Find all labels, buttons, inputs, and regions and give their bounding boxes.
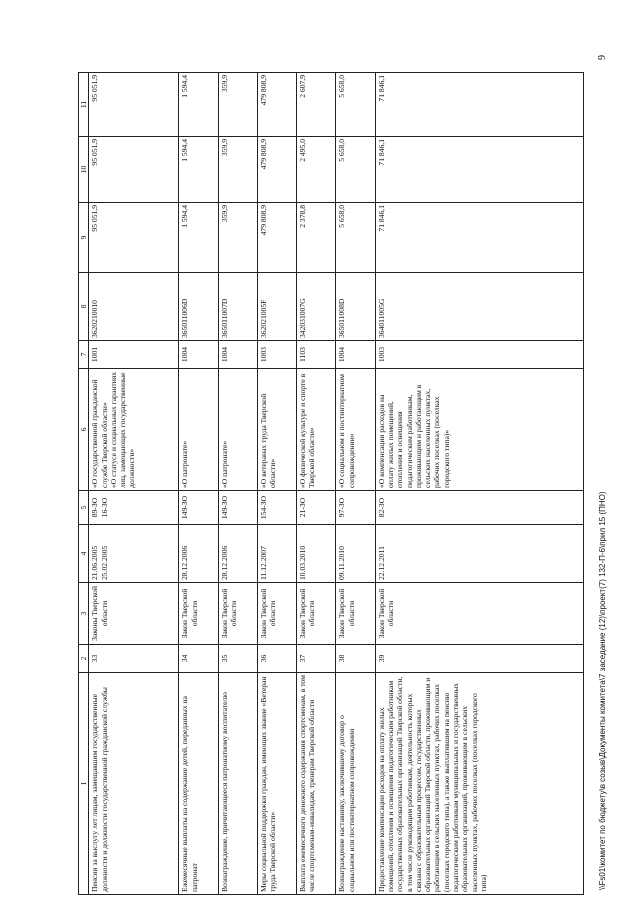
- value-year-1: 2 378,8: [297, 203, 336, 273]
- law-type: Закон Тверской области: [297, 583, 336, 645]
- budget-section: 1103: [297, 341, 336, 369]
- row-number: 33: [89, 645, 179, 673]
- law-number: 82-ЗО: [375, 491, 583, 525]
- value-year-2: 1 594,4: [179, 137, 218, 203]
- table-row: [297, 73, 336, 895]
- budget-code: 364011005G: [375, 273, 583, 341]
- column-number-8: 8: [79, 273, 89, 341]
- table-row: [336, 73, 375, 895]
- law-type: Закон Тверской области: [336, 583, 375, 645]
- budget-section: 1004: [336, 341, 375, 369]
- value-year-3: 95 051,9: [89, 73, 179, 137]
- value-year-2: 5 658,0: [336, 137, 375, 203]
- budget-code: 3620210010: [89, 273, 179, 341]
- law-title: «О ветеранах труда Тверской области»: [257, 369, 296, 491]
- budget-section: 1003: [375, 341, 583, 369]
- table-row: [89, 73, 179, 895]
- row-number: 38: [336, 645, 375, 673]
- budget-section: 1004: [218, 341, 257, 369]
- law-title: «О физической культуре и спорте в Тверской области»: [297, 369, 336, 491]
- law-number: 97-ЗО: [336, 491, 375, 525]
- value-year-1: 359,9: [218, 203, 257, 273]
- row-name: Пенсии за выслугу лет лицам, замещавшим государственные должности и должности государственной гражданской службы: [89, 673, 179, 895]
- value-year-2: 359,9: [218, 137, 257, 203]
- column-number-row: [79, 73, 89, 895]
- value-year-2: 95 051,9: [89, 137, 179, 203]
- column-number-7: 7: [79, 341, 89, 369]
- row-name: Предоставление компенсации расходов на оплату жилых помещений, отопления и освещения педагогическим работникам государственных образовательных организаций Тверской области, в том числе руководящим работникам, деятельность которых связана с образовательным процессом, государственных образовательных организаций Тверской области, проживающим и работающим в сельских населенных пунктах, рабочих поселках (поселках городского типа), а также выплатившим на пенсию педагогическим работникам муниципальных и государственных образовательных организаций, проживающим в сельских населенных пунктах, рабочих поселках (поселках городского типа): [375, 673, 583, 895]
- value-year-1: 71 846,1: [375, 203, 583, 273]
- budget-obligations-table: [78, 72, 584, 895]
- column-number-9: 9: [79, 203, 89, 273]
- footer-file-path: \\Fs01\комитет по бюджету\в созыв\Документы комитета\7 заседание (12)\проект(7) 132-П-6\прил 15 (ПНО): [598, 491, 607, 890]
- law-type: Закон Тверской области: [179, 583, 218, 645]
- column-number-6: 6: [79, 369, 89, 491]
- value-year-3: 359,9: [218, 73, 257, 137]
- law-type: Закон Тверской области: [375, 583, 583, 645]
- row-number: 34: [179, 645, 218, 673]
- law-title: «О патронате»: [218, 369, 257, 491]
- law-number: 149-ЗО: [218, 491, 257, 525]
- law-date: 22.12.2011: [375, 525, 583, 583]
- value-year-3: 5 658,0: [336, 73, 375, 137]
- budget-section: 1003: [257, 341, 296, 369]
- row-number: 37: [297, 645, 336, 673]
- column-number-1: 1: [79, 673, 89, 895]
- law-date: 09.11.2010: [336, 525, 375, 583]
- table-row: [218, 73, 257, 895]
- law-title: «О социальном и постинтернатном сопровождении»: [336, 369, 375, 491]
- law-number: 149-ЗО: [179, 491, 218, 525]
- value-year-2: 2 495,0: [297, 137, 336, 203]
- column-number-3: 3: [79, 583, 89, 645]
- budget-code: 362021005F: [257, 273, 296, 341]
- law-number: 21-ЗО: [297, 491, 336, 525]
- column-number-11: 11: [79, 73, 89, 137]
- column-number-10: 10: [79, 137, 89, 203]
- column-number-5: 5: [79, 491, 89, 525]
- budget-section: 1001: [89, 341, 179, 369]
- row-name: Вознаграждение, причитающееся патронатному воспитателю: [218, 673, 257, 895]
- row-name: Ежемесячные выплаты на содержание детей, переданных на патронат: [179, 673, 218, 895]
- table-row: [179, 73, 218, 895]
- law-date: 28.12.2006: [179, 525, 218, 583]
- value-year-1: 5 658,0: [336, 203, 375, 273]
- law-type: Закон Тверской области: [257, 583, 296, 645]
- column-number-2: 2: [79, 645, 89, 673]
- rotated-table-wrapper: [78, 73, 584, 895]
- law-date: 10.03.2010: [297, 525, 336, 583]
- budget-code: 365011007D: [218, 273, 257, 341]
- value-year-3: 479 808,9: [257, 73, 296, 137]
- table-row: [375, 73, 583, 895]
- value-year-3: 1 594,4: [179, 73, 218, 137]
- budget-section: 1004: [179, 341, 218, 369]
- row-name: Выплата ежемесячного денежного содержания спортсменам, в том числе спортсменам-инвалидам, тренерам Тверской области: [297, 673, 336, 895]
- budget-code: 342031007G: [297, 273, 336, 341]
- budget-code: 365011006D: [179, 273, 218, 341]
- law-type: Закон Тверской области: [218, 583, 257, 645]
- row-name: Вознаграждение наставнику, заключившему договор о социальном или постинтернатном сопровождении: [336, 673, 375, 895]
- row-number: 36: [257, 645, 296, 673]
- value-year-1: 479 808,9: [257, 203, 296, 273]
- value-year-2: 71 846,1: [375, 137, 583, 203]
- value-year-3: 71 846,1: [375, 73, 583, 137]
- law-title: «О патронате»: [179, 369, 218, 491]
- law-date: 21.06.2005 25.02.2005: [89, 525, 179, 583]
- column-number-4: 4: [79, 525, 89, 583]
- value-year-2: 479 808,9: [257, 137, 296, 203]
- law-date: 11.12.2007: [257, 525, 296, 583]
- budget-code: 365011008D: [336, 273, 375, 341]
- page-number: 9: [597, 55, 608, 60]
- law-date: 28.12.2006: [218, 525, 257, 583]
- value-year-1: 95 051,9: [89, 203, 179, 273]
- row-number: 35: [218, 645, 257, 673]
- value-year-3: 2 607,9: [297, 73, 336, 137]
- row-number: 39: [375, 645, 583, 673]
- law-type: Законы Тверской области: [89, 583, 179, 645]
- law-title: «О компенсации расходов на оплату жилых помещений, отопления и освещения педагогическим работникам, проживающим и работающим в сельских населенных пунктах, рабочих поселках (поселках городского типа)»: [375, 369, 583, 491]
- table-row: [257, 73, 296, 895]
- value-year-1: 1 594,4: [179, 203, 218, 273]
- law-number: 154-ЗО: [257, 491, 296, 525]
- law-number: 89-ЗО 16-ЗО: [89, 491, 179, 525]
- row-name: Меры социальной поддержки граждан, имеющих звание «Ветеран труда Тверской области»: [257, 673, 296, 895]
- law-title: «О государственной гражданской службе Тверской области» «О статусе и социальных гарантиях лиц, замещающих государственные должности»: [89, 369, 179, 491]
